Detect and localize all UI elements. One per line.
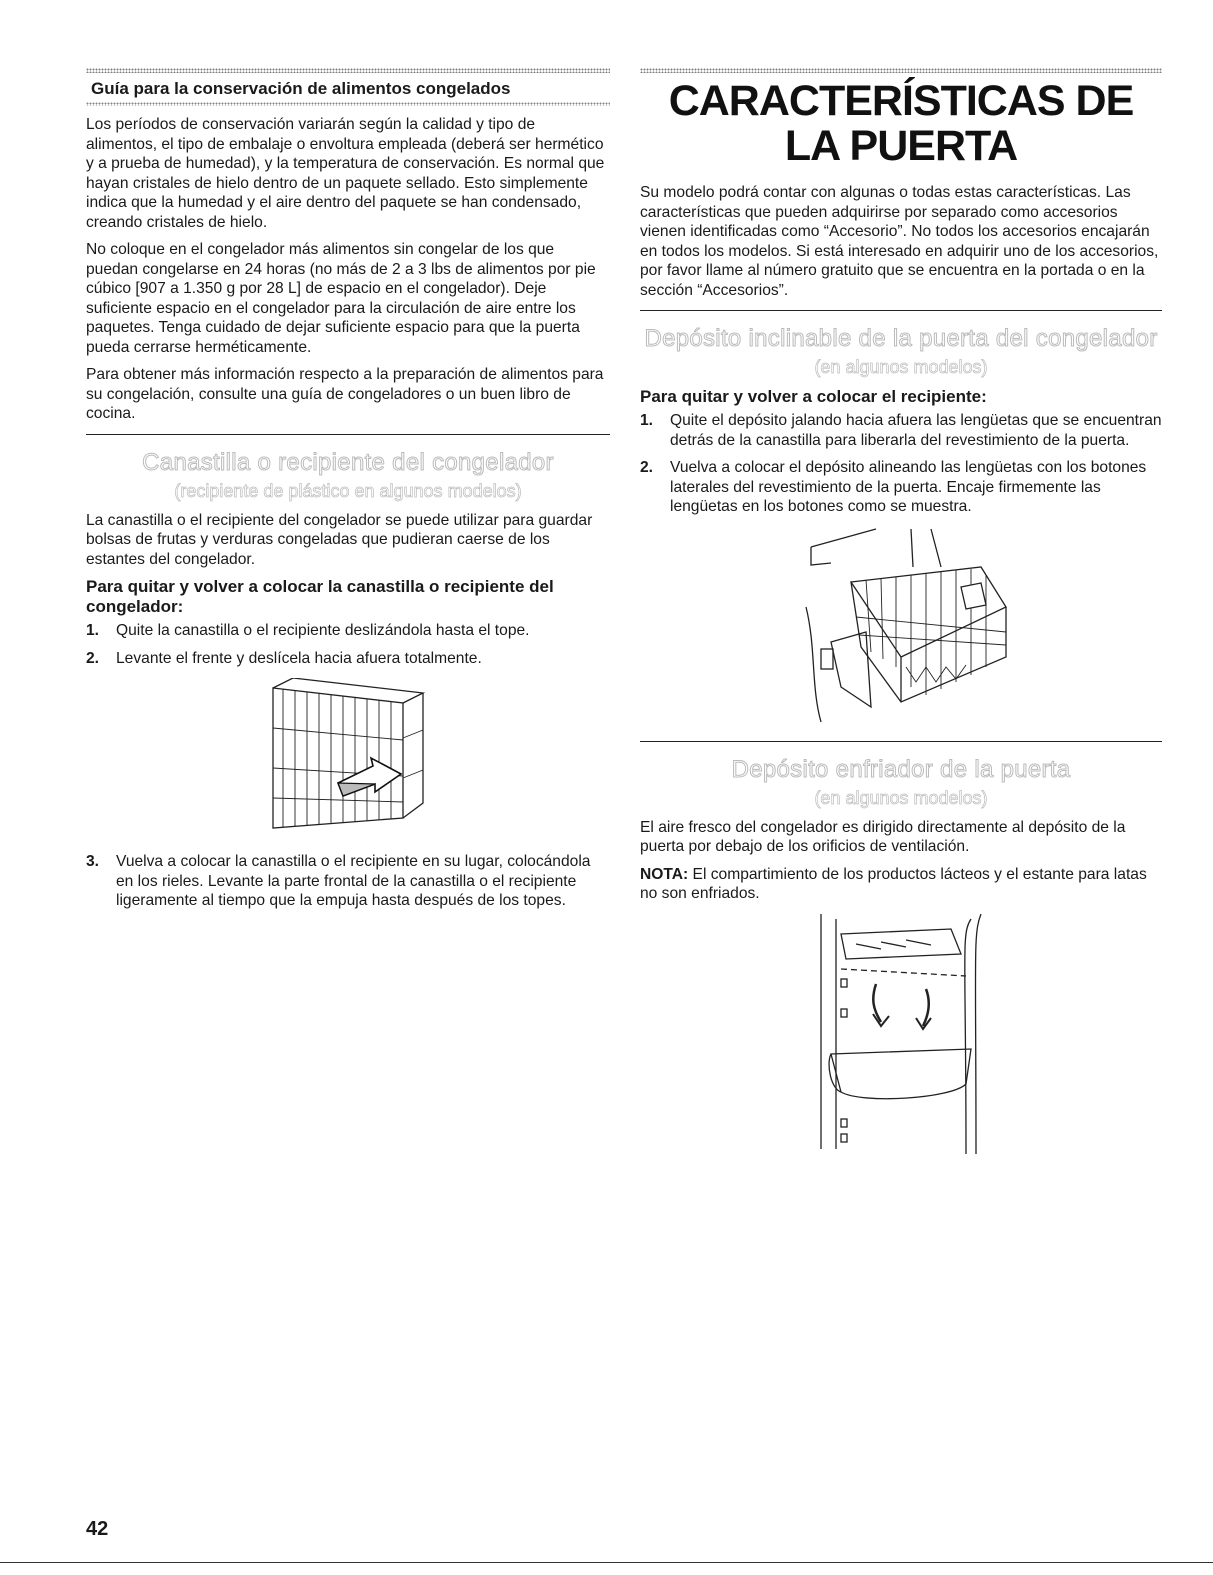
tilt-bin-instructions-heading: Para quitar y volver a colocar el recipiente: bbox=[640, 387, 987, 406]
basket-section-subtitle: (recipiente de plástico en algunos modelos) bbox=[174, 480, 522, 501]
left-column bbox=[86, 68, 610, 919]
paragraph: No coloque en el congelador más alimentos sin congelar de los que puedan congelarse en 24 horas (no más de 2 a 3 lbs de alimentos por pie cúbico [907 a 1.350 g por 28 L] de espacio en el congelador). Deje suficiente espacio en el congelador para la circulación de aire entre los paquetes. Tenga cuidado de dejar suficiente espacio para que la puerta pueda cerrarse herméticamente. bbox=[86, 241, 596, 356]
paragraph: Para obtener más información respecto a la preparación de alimentos para su congelación, consulte una guía de congeladores o un buen libro de cocina. bbox=[86, 366, 604, 422]
dotted-divider bbox=[86, 102, 610, 106]
cooling-bin-description: El aire fresco del congelador es dirigido directamente al depósito de la puerta por debajo de los orificios de ventilación. bbox=[640, 818, 1126, 855]
basket-step-3 bbox=[86, 852, 610, 911]
paragraph: Los períodos de conservación variarán según la calidad y tipo de alimentos, el tipo de embalaje o envoltura empleada (deberá ser hermético y a prueba de humedad), y la temperatura de conservación. Es normal que hayan cristales de hielo dentro de un paquete sellado. Esto simplemente indica que la humedad y el aire dentro del paquete se han condensado, creando cristales de hielo. bbox=[86, 116, 605, 231]
basket-description: La canastilla o el recipiente del congelador se puede utilizar para guardar bolsas de frutas y verduras congeladas que pudieran caerse de los estantes del congelador. bbox=[86, 511, 593, 568]
page-number: 42 bbox=[86, 1518, 109, 1540]
note: NOTA: El compartimiento de los productos lácteos y el estante para latas no son enfriados. bbox=[640, 865, 1147, 902]
basket-section-title: Canastilla o recipiente del congelador bbox=[142, 448, 554, 476]
dotted-divider bbox=[86, 68, 610, 73]
cooling-bin-title: Depósito enfriador de la puerta bbox=[731, 755, 1071, 783]
guide-title: Guía para la conservación de alimentos congelados bbox=[91, 79, 511, 98]
freezer-basket-illustration bbox=[86, 678, 610, 838]
tilt-bin-illustration bbox=[640, 527, 1162, 727]
list-item: 1. Quite la canastilla o el recipiente deslizándola hasta el tope. bbox=[86, 622, 530, 639]
tilt-bin-steps bbox=[640, 411, 1162, 517]
cooling-bin-subtitle: (en algunos modelos) bbox=[814, 787, 988, 808]
tilt-bin-title: Depósito inclinable de la puerta del congelador bbox=[644, 325, 1158, 352]
list-item: 3. Vuelva a colocar la canastilla o el recipiente en su lugar, colocándola en los rieles. Levante la parte frontal de la canastilla o el recipiente ligeramente al tiempo que la empuja hasta después de los topes. bbox=[86, 853, 591, 909]
section-divider bbox=[640, 310, 1162, 311]
list-item: 2. Vuelva a colocar el depósito alineando las lengüetas con los botones laterales del revestimiento de la puerta. Encaje firmemente las lengüetas en los botones como se muestra. bbox=[640, 459, 1147, 515]
page-title: CARACTERÍSTICAS DE LA PUERTA bbox=[668, 77, 1134, 170]
dotted-divider bbox=[640, 68, 1162, 73]
right-column bbox=[640, 68, 1162, 1168]
section-divider bbox=[640, 741, 1162, 742]
basket-instructions-heading: Para quitar y volver a colocar la canastilla o recipiente del congelador: bbox=[86, 577, 554, 616]
list-item: 2. Levante el frente y deslícela hacia afuera totalmente. bbox=[86, 649, 482, 667]
intro-paragraph: Su modelo podrá contar con algunas o todas estas características. Las características que pueden adquirirse por separado como accesorios vienen identificadas como “Accesorio”. No todos los accesorios encajarán en todos los modelos. Si está interesado en adquirir uno de los accesorios, por favor llame al número gratuito que se encuentra en la portada o en la sección “Accesorios”. bbox=[640, 184, 1159, 299]
section-divider bbox=[86, 434, 610, 435]
cooling-bin-illustration bbox=[640, 914, 1162, 1154]
tilt-bin-subtitle: (en algunos modelos) bbox=[814, 357, 988, 377]
list-item: 1. Quite el depósito jalando hacia afuera las lengüetas que se encuentran detrás de la canastilla para liberarla del revestimiento de la puerta. bbox=[640, 412, 1162, 449]
basket-steps bbox=[86, 621, 610, 668]
bottom-rule bbox=[0, 1562, 1213, 1563]
